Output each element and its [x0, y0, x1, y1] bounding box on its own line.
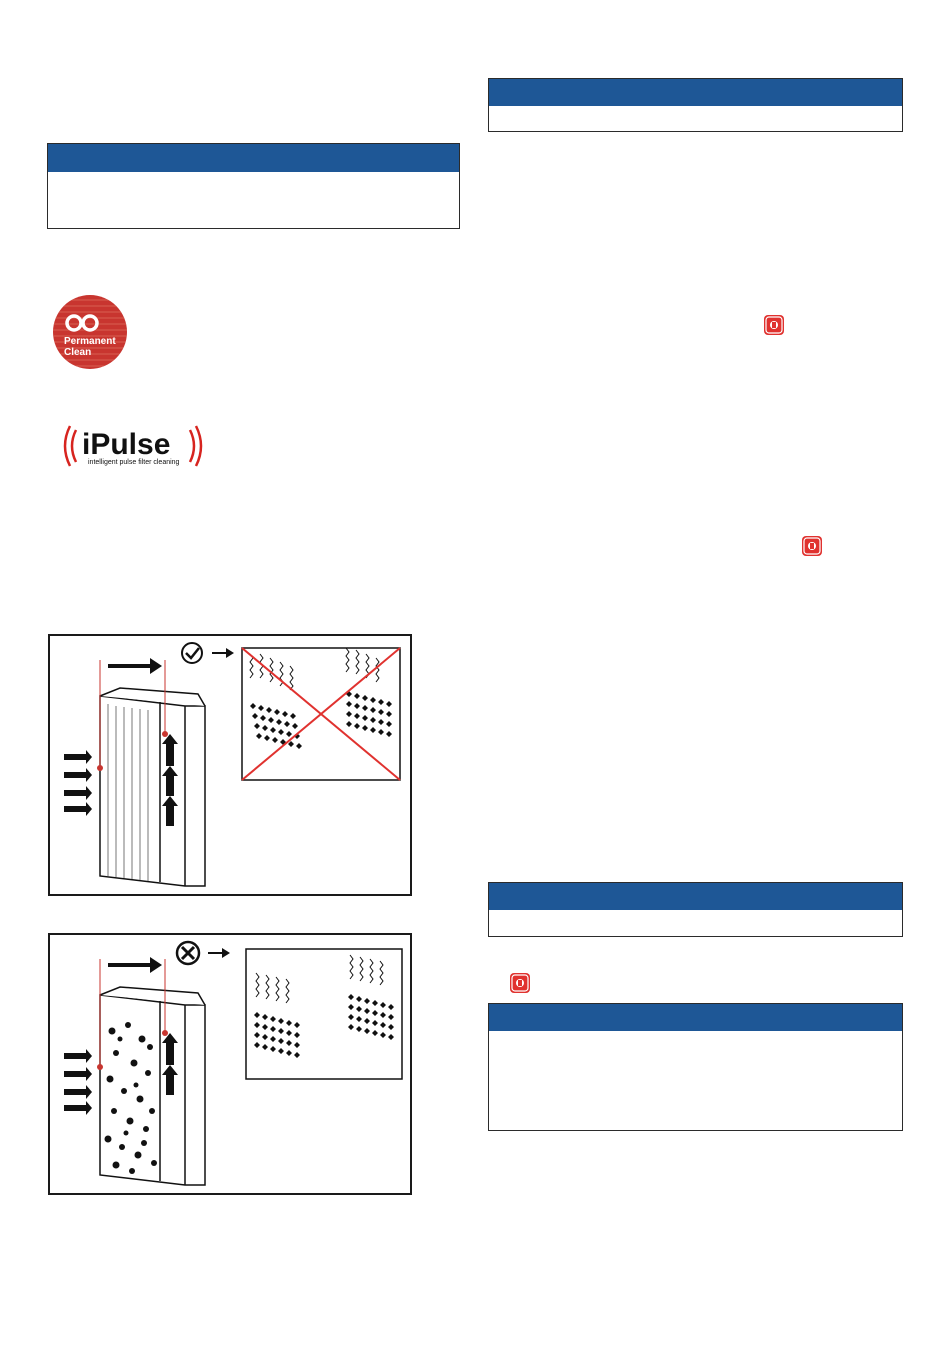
ipulse-title: iPulse — [82, 428, 171, 461]
notice-header — [48, 144, 459, 172]
cross-circle-icon — [177, 942, 199, 964]
figure-clean-filter — [48, 634, 412, 896]
arrow-right-icon — [212, 648, 234, 658]
ipulse-subtitle: intelligent pulse filter cleaning — [88, 459, 180, 466]
filter-cleaning-icon — [510, 973, 530, 993]
left-notice-box — [47, 143, 460, 229]
figure-dirty-filter — [48, 933, 412, 1195]
logo-line2: Clean — [64, 347, 92, 358]
logo-line1: Permanent — [64, 336, 116, 347]
checkmark-circle-icon — [182, 643, 202, 663]
right-notice-box-top — [488, 78, 903, 132]
right-notice-box-bottom — [488, 1003, 903, 1131]
permanent-clean-logo — [52, 294, 128, 370]
filter-cleaning-icon — [802, 536, 822, 556]
notice-header — [489, 883, 902, 910]
notice-header — [489, 79, 902, 106]
arrow-right-icon — [208, 948, 230, 958]
ipulse-logo — [58, 420, 208, 472]
right-notice-box-middle — [488, 882, 903, 937]
filter-cleaning-icon — [764, 315, 784, 335]
notice-header — [489, 1004, 902, 1031]
